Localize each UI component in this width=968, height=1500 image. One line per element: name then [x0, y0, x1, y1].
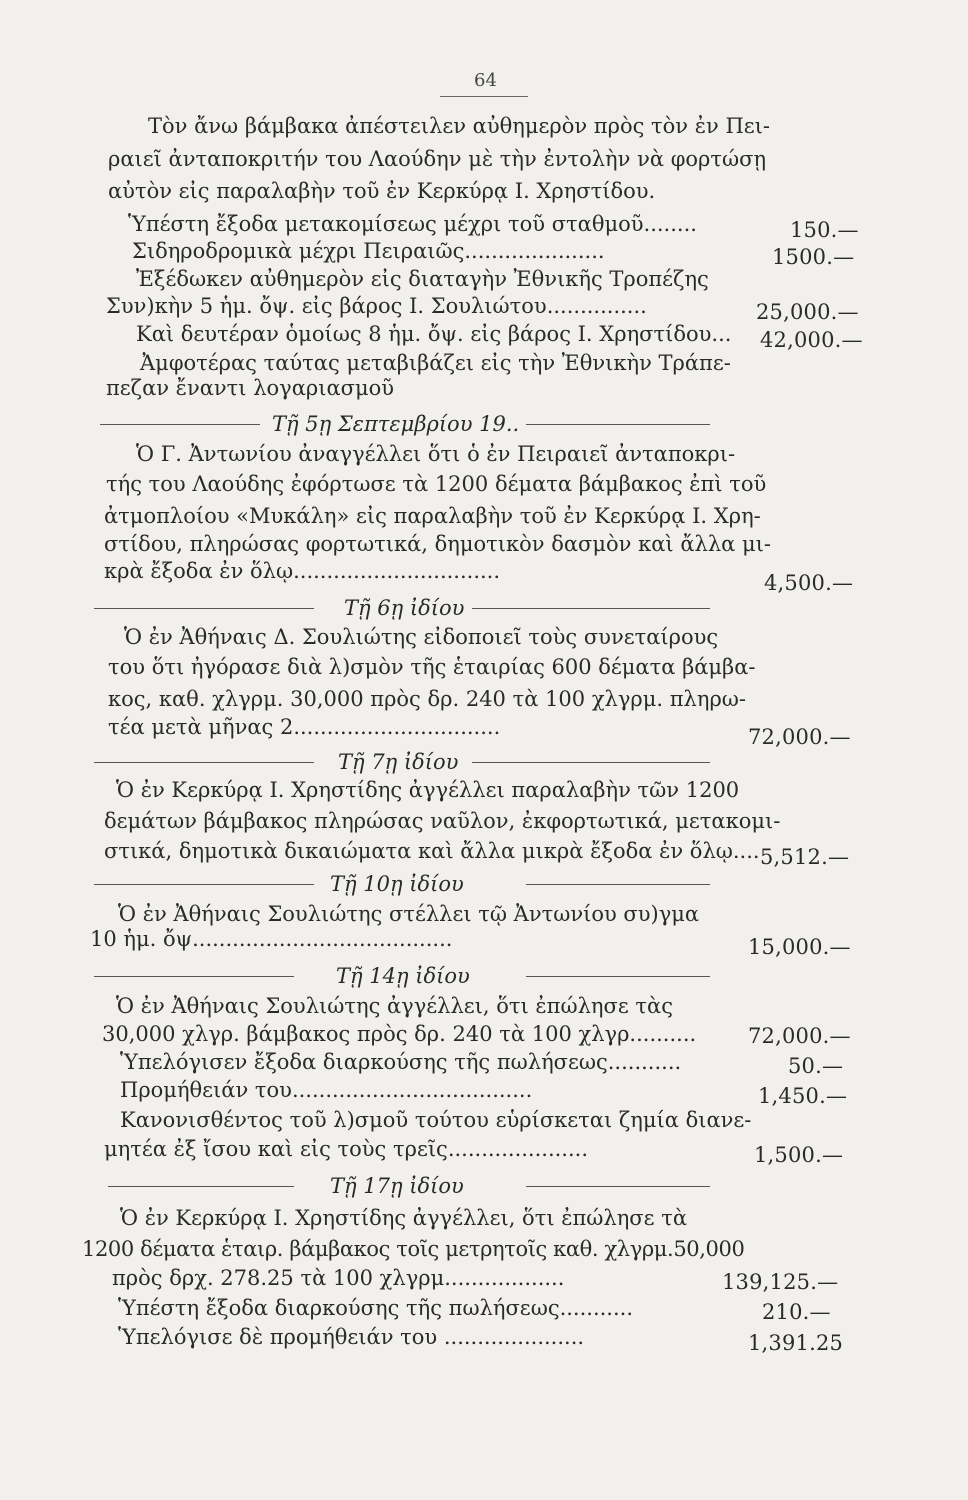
heading-rule-right — [526, 976, 710, 977]
line-text: μητέα ἐξ ἴσου καὶ εἰς τοὺς τρεῖς..................... — [104, 1137, 588, 1161]
heading-text: Τῇ 5ῃ Σεπτεμβρίου 19.. — [272, 412, 520, 436]
line-amount: 15,000.— — [748, 935, 851, 959]
date-heading — [90, 410, 720, 438]
heading-text: Τῇ 6ῃ ἰδίου — [344, 596, 465, 620]
heading-rule-right — [472, 608, 710, 609]
line-text: 1200 δέματα ἑταιρ. βάμβακος τοῖς μετρητοῖς καθ. χλγρμ.50,000 — [82, 1237, 745, 1261]
line-amount: 50.— — [788, 1054, 844, 1078]
line-text: Ὑπέστη ἔξοδα μετακομίσεως μέχρι τοῦ σταθμοῦ........ — [128, 212, 697, 236]
line-amount: 150.— — [790, 218, 859, 242]
line-text: Ὁ ἐν Ἀθήναις Δ. Σουλιώτης εἰδοποιεῖ τοὺς συνεταίρους — [124, 625, 719, 649]
line-amount: 1,450.— — [758, 1084, 848, 1108]
line-text: κρὰ ἔξοδα ἐν ὅλῳ............................... — [104, 559, 501, 583]
heading-rule-left — [100, 424, 260, 425]
line-text: στικά, δημοτικὰ δικαιώματα καὶ ἄλλα μικρὰ ἔξοδα ἐν ὅλῳ.... — [104, 839, 760, 863]
heading-text: Τῇ 17ῃ ἰδίου — [330, 1174, 464, 1198]
line-amount: 25,000.— — [756, 300, 859, 324]
date-heading — [90, 1172, 720, 1200]
line-text: πρὸς δρχ. 278.25 τὰ 100 χλγρμ.................. — [112, 1266, 565, 1290]
date-heading — [90, 962, 720, 990]
line-amount: 4,500.— — [764, 571, 854, 595]
line-text: δεμάτων βάμβακος πληρώσας ναῦλον, ἐκφορτωτικά, μετακομι- — [104, 809, 781, 833]
heading-rule-right — [472, 762, 710, 763]
line-text: κος, καθ. χλγρμ. 30,000 πρὸς δρ. 240 τὰ 100 χλγρμ. πληρω- — [108, 687, 747, 711]
heading-rule-right — [526, 1186, 710, 1187]
heading-rule-left — [94, 976, 294, 977]
line-text: τής του Λαούδης ἐφόρτωσε τὰ 1200 δέματα βάμβακος ἐπὶ τοῦ — [106, 472, 767, 496]
line-text: 30,000 χλγρ. βάμβακος πρὸς δρ. 240 τὰ 100 χλγρ.......... — [102, 1022, 697, 1046]
line-text: Ἀμφοτέρας ταύτας μεταβιβάζει εἰς τὴν Ἐθνικὴν Τράπε- — [140, 351, 731, 375]
heading-rule-left — [94, 762, 314, 763]
line-text: ραιεῖ ἀνταποκριτήν του Λαούδην μὲ τὴν ἐντολὴν νὰ φορτώσῃ — [108, 147, 767, 171]
line-amount: 5,512.— — [760, 845, 850, 869]
line-amount: 210.— — [762, 1300, 831, 1324]
date-heading — [90, 870, 720, 898]
line-text: πεζαν ἔναντι λογαριασμοῦ — [106, 376, 395, 400]
line-text: τέα μετὰ μῆνας 2............................... — [108, 715, 501, 739]
line-text: Κανονισθέντος τοῦ λ)σμοῦ τούτου εὑρίσκεται ζημία διανε- — [120, 1108, 752, 1132]
line-text: Ὁ ἐν Κερκύρᾳ Ι. Χρηστίδης ἀγγέλλει παραλαβὴν τῶν 1200 — [116, 778, 740, 802]
heading-rule-left — [94, 608, 314, 609]
line-text: 10 ἡμ. ὄψ....................................... — [90, 927, 453, 951]
date-heading — [90, 748, 720, 776]
line-text: Ὑπελόγισεν ἔξοδα διαρκούσης τῆς πωλήσεως........... — [120, 1050, 682, 1074]
line-text: Προμήθειάν του.................................... — [120, 1078, 533, 1102]
line-text: Σιδηροδρομικὰ μέχρι Πειραιῶς..................... — [132, 239, 605, 263]
page-number: 64 — [474, 70, 497, 91]
line-text: Συν)κὴν 5 ἡμ. ὄψ. εἰς βάρος Ι. Σουλιώτου............... — [106, 294, 647, 318]
line-text: στίδου, πληρώσας φορτωτικά, δημοτικὸν δασμὸν καὶ ἄλλα μι- — [104, 532, 771, 556]
line-text: Τὸν ἄνω βάμβακα ἀπέστειλεν αὐθημερὸν πρὸς τὸν ἐν Πει- — [148, 114, 770, 138]
line-text: Ὁ Γ. Ἀντωνίου ἀναγγέλλει ὅτι ὁ ἐν Πειραιεῖ ἀνταποκρι- — [136, 442, 736, 466]
line-amount: 72,000.— — [748, 1024, 851, 1048]
line-text: Ὁ ἐν Κερκύρᾳ Ι. Χρηστίδης ἀγγέλλει, ὅτι ἐπώλησε τὰ — [120, 1206, 687, 1230]
line-amount: 139,125.— — [722, 1270, 839, 1294]
line-text: Ὁ ἐν Ἀθήναις Σουλιώτης στέλλει τῷ Ἀντωνίου συ)γμα — [118, 902, 700, 926]
line-amount: 1,500.— — [754, 1143, 844, 1167]
line-text: αὐτὸν εἰς παραλαβὴν τοῦ ἐν Κερκύρᾳ Ι. Χρηστίδου. — [108, 179, 656, 203]
line-amount: 1500.— — [772, 245, 855, 269]
heading-rule-right — [526, 424, 710, 425]
heading-rule-left — [108, 1186, 294, 1187]
line-text: Ὑπελόγισε δὲ προμήθειάν του ..................... — [118, 1325, 585, 1349]
line-amount: 42,000.— — [760, 328, 863, 352]
line-text: του ὅτι ἠγόρασε διὰ λ)σμὸν τῆς ἑταιρίας 600 δέματα βάμβα- — [108, 655, 756, 679]
line-text: Ἐξέδωκεν αὐθημερὸν εἰς διαταγὴν Ἐθνικῆς Τροπέζης — [136, 267, 709, 291]
date-heading — [90, 594, 720, 622]
page-number-rule — [440, 96, 528, 97]
heading-text: Τῇ 14ῃ ἰδίου — [336, 964, 470, 988]
heading-rule-right — [526, 884, 710, 885]
line-text: ἀτμοπλοίου «Μυκάλη» εἰς παραλαβὴν τοῦ ἐν Κερκύρᾳ Ι. Χρη- — [104, 504, 761, 528]
heading-text: Τῇ 7ῃ ἰδίου — [338, 750, 459, 774]
heading-rule-left — [94, 884, 314, 885]
line-text: Ὁ ἐν Ἀθήναις Σουλιώτης ἀγγέλλει, ὅτι ἐπώλησε τὰς — [116, 994, 673, 1018]
line-text: Ὑπέστη ἔξοδα διαρκούσης τῆς πωλήσεως........... — [118, 1296, 634, 1320]
line-text: Καὶ δευτέραν ὁμοίως 8 ἡμ. ὄψ. εἰς βάρος Ι. Χρηστίδου... — [136, 322, 732, 346]
line-amount: 1,391.25 — [748, 1331, 844, 1355]
heading-text: Τῇ 10ῃ ἰδίου — [330, 872, 464, 896]
line-amount: 72,000.— — [748, 725, 851, 749]
